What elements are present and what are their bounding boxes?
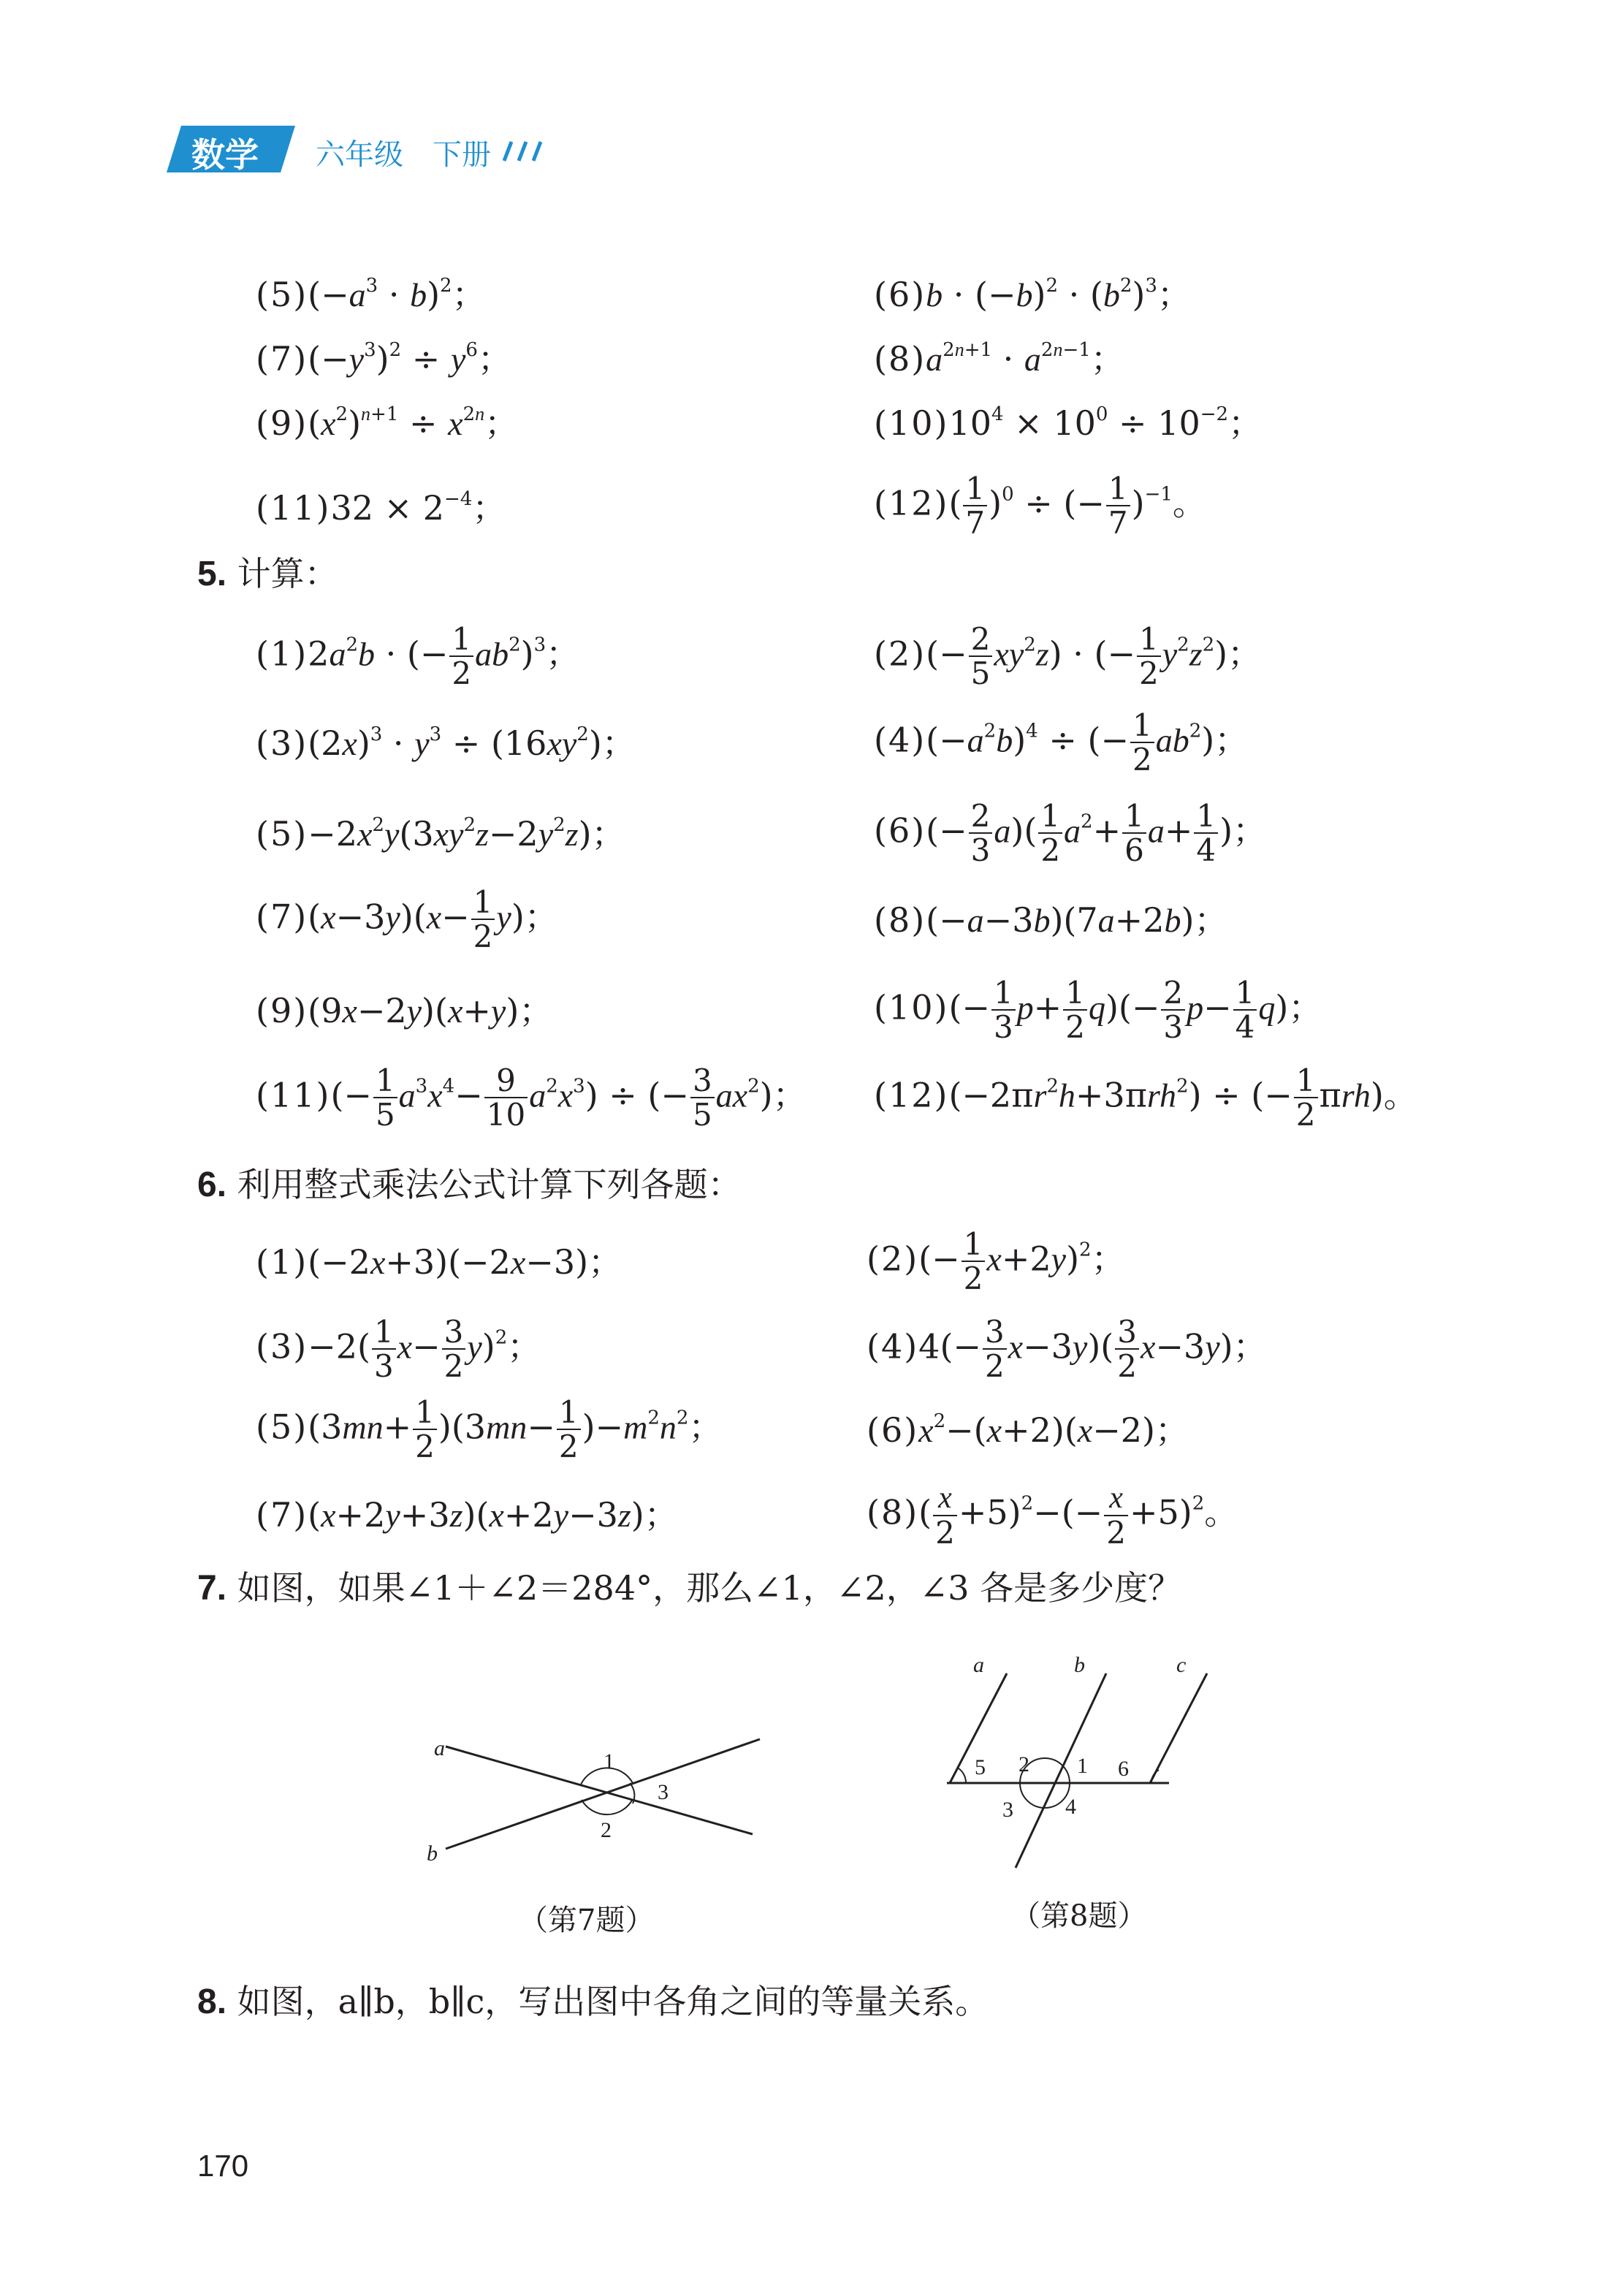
q4-item-5: $(5)(-a^3 \cdot b)^2$；: [256, 275, 486, 314]
q8-heading: 8. 如图，a∥b，b∥c，写出图中各角之间的等量关系。: [197, 1982, 989, 2021]
q6-item-7: (7)(x+2y+3z)(x+2y−3z)；: [256, 1495, 678, 1535]
volume-label: 下册: [433, 138, 491, 172]
q6-heading: 6. 利用整式乘法公式计算下列各题：: [197, 1165, 742, 1204]
q5-item-9: (9)(9x−2y)(x+y)；: [256, 991, 553, 1030]
fig8-angle-1: 1: [1077, 1754, 1088, 1778]
angle-2-arc: [582, 1799, 633, 1814]
q6-item-2: (2)(− $\frac{1}{2}$ x+2y)$^2$；: [867, 1226, 1125, 1297]
fig8-label-c: c: [1176, 1653, 1187, 1677]
q6-item-4: (4)4(− $\frac{3}{2}$ x−3y)( $\frac{3}{2}$ x−3y)；: [867, 1314, 1267, 1385]
fig7-angle-1: 1: [604, 1749, 614, 1774]
q5-item-6: (6)(− $\frac{2}{3}$ a)( $\frac{1}{2}$ $a^2+$ $\frac{1}{6}$ a+ $\frac{1}{4}$ )；: [874, 798, 1267, 869]
q5-item-10: (10)(− $\frac{1}{3}$ p+ $\frac{1}{2}$ q)(− $\frac{2}{3}$ p− $\frac{1}{4}$ q)；: [874, 975, 1322, 1046]
fig8-caption: （第8题）: [1011, 1899, 1147, 1933]
fig7-angle-2: 2: [601, 1818, 612, 1842]
q5-item-3: $(3)(2x)^3 \cdot y^3 \div (16xy^2)$；: [256, 723, 636, 763]
fig7-caption: （第7题）: [519, 1904, 655, 1937]
fig7-label-a: a: [434, 1736, 445, 1760]
q7-heading: 7. 如图，如果∠1＋∠2＝284°，那么∠1，∠2，∠3 各是多少度？: [197, 1568, 1182, 1608]
q5-item-7: (7)(x−3y)(x− $\frac{1}{2}$ y)；: [256, 884, 558, 955]
q5-item-11: (11)(− $\frac{1}{5}$ $a^3x^4-$ $\frac{9}{10}$ $a^2x^3$) ÷ (− $\frac{3}{5}$ $ax^2$)；: [256, 1063, 807, 1133]
q5-item-1: $(1)2a^2b$ · (− $\frac{1}{2}$ $ab^2)^3$；: [256, 621, 580, 692]
fig8-label-a: a: [973, 1653, 984, 1677]
q5-item-8: (8)(−a−3b)(7a+2b)；: [874, 900, 1228, 940]
figure-7: [416, 1717, 796, 1885]
header-slashes: [501, 140, 555, 162]
q4-item-12: (12)( $\frac{1}{7}$ )$^0$ ÷ (− $\frac{1}{7}$ )$^{-1}$。: [874, 471, 1206, 541]
q4-item-11: $(11)32 \times 2^{-4}$；: [256, 488, 506, 528]
grade-label: 六年级: [316, 138, 403, 172]
q6-item-3: (3)−2( $\frac{1}{3}$ x− $\frac{3}{2}$ y)$^2$；: [256, 1314, 541, 1385]
q5-item-5: $(5)-2x^2y(3xy^2z-2y^2z)$；: [256, 814, 625, 854]
q4-item-6: $(6)b \cdot (-b)^2 \cdot (b^2)^3$；: [874, 275, 1191, 314]
q4-item-10: $(10)10^4 \times 10^0 \div 10^{-2}$；: [874, 403, 1263, 443]
q5-item-4: $(4)(-a^2b)^4$ ÷ (− $\frac{1}{2}$ $ab^2$)；: [874, 707, 1249, 778]
fig8-angle-2: 2: [1018, 1752, 1029, 1776]
q6-item-8: (8)( $\frac{x}{2}$ +5)$^2$−(− $\frac{x}{2}$ +5)$^2$。: [867, 1481, 1238, 1551]
page-number: 170: [197, 2148, 249, 2183]
q5-item-12: $(12)(-2\pi r^2h+3\pi rh^2)$ ÷ (− $\frac{1}{2}$ πrh)。: [874, 1063, 1417, 1133]
q6-item-5: (5)(3mn+ $\frac{1}{2}$ )(3mn− $\frac{1}{2}$ )$-m^2n^2$；: [256, 1394, 723, 1465]
q4-item-9: $(9)(x^2)^{n+1} \div x^{2n}$；: [256, 403, 519, 443]
q5-heading: 5. 计算：: [197, 554, 338, 593]
line-a: [446, 1746, 753, 1834]
q4-item-8: $(8)a^{2n+1} \cdot a^{2n-1}$；: [874, 339, 1124, 379]
subject-title: 数学: [191, 135, 259, 175]
q6-item-6: $(6)x^2-(x+2)(x-2)$；: [867, 1410, 1189, 1450]
fig8-angle-3: 3: [1002, 1798, 1013, 1822]
fig8-angle-6: 6: [1118, 1757, 1129, 1781]
fig7-angle-3: 3: [658, 1780, 669, 1804]
q6-item-1: (1)(−2x+3)(−2x−3)；: [256, 1242, 622, 1282]
q5-item-2: (2)(− $\frac{2}{5}$ $xy^2z$) · (− $\frac{1}{2}$ $y^2z^2$)；: [874, 621, 1262, 692]
fig8-angle-4: 4: [1065, 1795, 1076, 1819]
fig7-label-b: b: [427, 1841, 438, 1866]
q4-item-7: $(7)(-y^3)^2 \div y^6$；: [256, 339, 511, 379]
line-c: [1150, 1673, 1207, 1783]
fig8-angle-5: 5: [975, 1755, 986, 1779]
fig8-label-b: b: [1074, 1653, 1085, 1677]
